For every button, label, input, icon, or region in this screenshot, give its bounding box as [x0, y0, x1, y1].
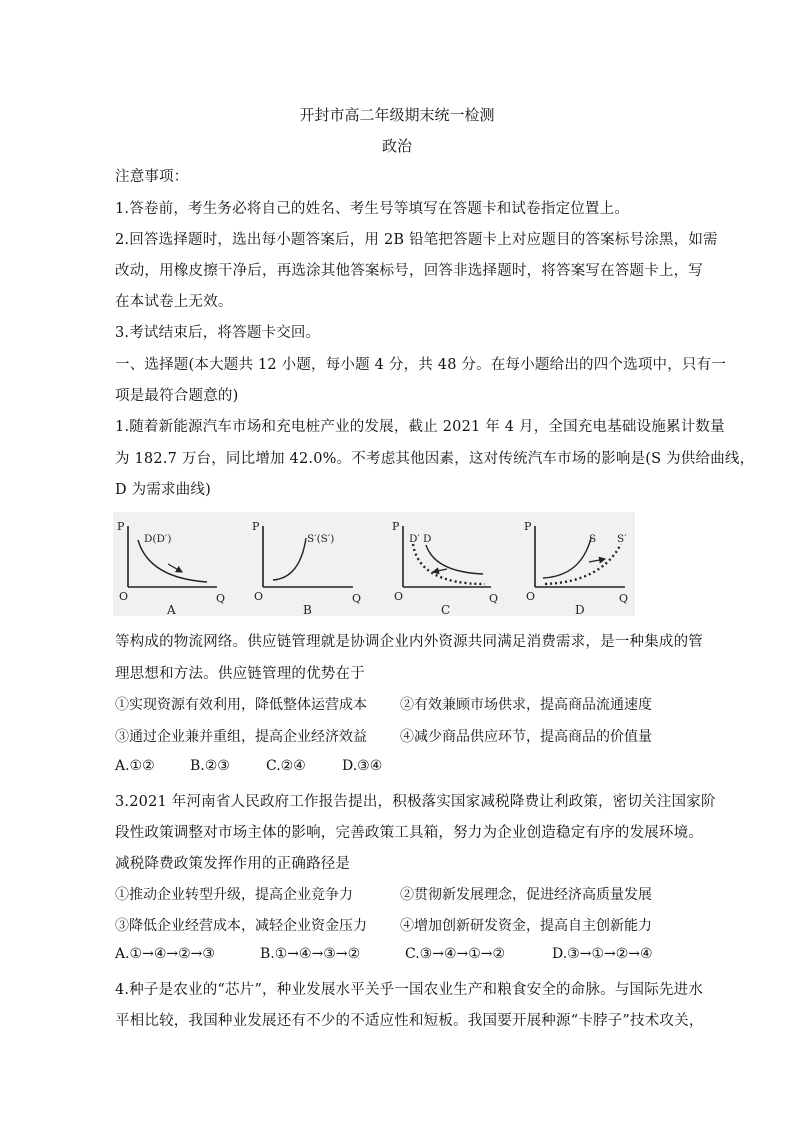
graph-a-axis-q: Q — [216, 592, 226, 605]
question-2-option-d: D.③④ — [342, 758, 383, 774]
notice-item-2-line-2: 改动，用橡皮擦干净后，再选涂其他答案标号，回答非选择题时，将答案写在答题卡上，写 — [115, 263, 703, 279]
graph-d-axis-p: P — [524, 520, 532, 533]
graph-a-curve-label: D(D′) — [144, 533, 172, 545]
graph-a-arrow — [168, 564, 182, 572]
graph-d-supply-curve — [543, 538, 591, 578]
graph-c-arrow — [433, 569, 447, 572]
graph-d-curve-label-2: S′ — [617, 533, 627, 545]
question-3-option-b: B.①→④→③→② — [260, 946, 361, 962]
graph-a-label: A — [167, 603, 176, 616]
graph-a-axis-p: P — [117, 520, 125, 533]
question-3-line-1: 3.2021 年河南省人民政府工作报告提出，积极落实国家减税降费让利政策，密切关注国家阶 — [115, 794, 716, 810]
question-2-line-1: 等构成的物流网络。供应链管理就是协调企业内外资源共同满足消费需求，是一种集成的管 — [115, 634, 703, 650]
question-2-statement-1: ①实现资源有效利用，降低整体运营成本 — [115, 697, 367, 713]
graph-d-origin: O — [526, 590, 536, 603]
question-1-line-3: D 为需求曲线) — [115, 482, 211, 498]
graph-d-arrow — [589, 559, 605, 562]
question-2-option-c: C.②④ — [266, 758, 306, 774]
graph-a-demand-curve — [138, 540, 207, 582]
graph-b-label: B — [303, 603, 312, 616]
question-4-line-2: 平相比较，我国种业发展还有不少的不适应性和短板。我国要开展种源“卡脖子”技术攻关， — [115, 1013, 704, 1029]
graph-c-axis-p: P — [392, 520, 400, 533]
question-3-statement-4: ④增加创新研发资金，提高自主创新能力 — [400, 918, 652, 934]
question-2-statement-3: ③通过企业兼并重组，提高企业经济效益 — [115, 729, 367, 745]
section-heading-line-2: 项是最符合题意的) — [115, 388, 239, 404]
exam-subject: 政治 — [381, 137, 412, 155]
graph-b-supply-curve — [273, 538, 306, 580]
question-1-line-2: 为 182.7 万台，同比增加 42.0%。不考虑其他因素，这对传统汽车市场的影响是(S 为供给曲线， — [115, 451, 755, 467]
graph-c-curve-label: D′ — [409, 533, 420, 545]
graph-b-origin: O — [254, 590, 264, 603]
question-2-statement-4: ④减少商品供应环节，提高商品的价值量 — [400, 729, 652, 745]
supply-demand-graphs — [113, 512, 635, 616]
exam-title: 开封市高二年级期末统一检测 — [299, 106, 495, 124]
graph-d-curve-label: S — [589, 533, 597, 545]
question-3-option-a: A.①→④→②→③ — [115, 946, 215, 962]
question-2-option-a: A.①② — [115, 758, 155, 774]
notice-item-1: 1.答卷前，考生务必将自己的姓名、考生号等填写在答题卡和试卷指定位置上。 — [115, 201, 630, 217]
notice-heading: 注意事项： — [115, 169, 189, 185]
section-heading-line-1: 一、选择题(本大题共 12 小题，每小题 4 分，共 48 分。在每小题给出的四个选项中，只有一 — [115, 357, 727, 373]
graph-b-curve-label: S′(S′) — [307, 533, 335, 545]
graph-c-shifted-curve — [413, 544, 485, 584]
question-3-statement-1: ①推动企业转型升级，提高企业竞争力 — [115, 887, 353, 903]
question-4-line-1: 4.种子是农业的“芯片”，种业发展水平关乎一国农业生产和粮食安全的命脉。与国际先进水 — [115, 982, 704, 998]
question-3-statement-2: ②贯彻新发展理念，促进经济高质量发展 — [400, 887, 652, 903]
question-2-statement-2: ②有效兼顾市场供求，提高商品流通速度 — [400, 697, 652, 713]
graph-c-label: C — [441, 603, 451, 616]
graph-c-axis-q: Q — [489, 592, 499, 605]
graph-c-demand-curve — [426, 545, 483, 574]
question-3-option-d: D.③→①→②→④ — [552, 946, 653, 962]
graph-c — [392, 520, 498, 616]
graph-a — [117, 520, 225, 616]
graph-b-axis-p: P — [252, 520, 260, 533]
question-3-statement-3: ③降低企业经营成本，减轻企业资金压力 — [115, 918, 367, 934]
question-1-line-1: 1.随着新能源汽车市场和充电桩产业的发展，截止 2021 年 4 月，全国充电基础设施累计数量 — [115, 419, 725, 435]
graph-b-axis-q: Q — [352, 592, 362, 605]
question-3-option-c: C.③→④→①→② — [405, 946, 506, 962]
graph-d-axis-q: Q — [619, 592, 629, 605]
graph-c-origin: O — [394, 590, 404, 603]
notice-item-2-line-1: 2.回答选择题时，选出每小题答案后，用 2B 铅笔把答题卡上对应题目的答案标号涂黑，如需 — [115, 232, 718, 248]
notice-item-2-line-3: 在本试卷上无效。 — [115, 294, 233, 310]
graph-a-origin: O — [119, 590, 129, 603]
question-2-line-2: 理思想和方法。供应链管理的优势在于 — [115, 666, 365, 682]
graph-d — [524, 520, 628, 616]
question-3-line-3: 减税降费政策发挥作用的正确路径是 — [115, 856, 351, 872]
graph-b — [252, 520, 361, 616]
graph-c-curve-label-2: D — [423, 533, 432, 545]
notice-item-3: 3.考试结束后，将答题卡交回。 — [115, 325, 321, 341]
graph-d-label: D — [575, 603, 585, 616]
graph-d-shifted-curve — [545, 544, 621, 584]
question-3-line-2: 段性政策调整对市场主体的影响，完善政策工具箱，努力为企业创造稳定有序的发展环境。 — [115, 825, 703, 841]
question-2-option-b: B.②③ — [190, 758, 230, 774]
